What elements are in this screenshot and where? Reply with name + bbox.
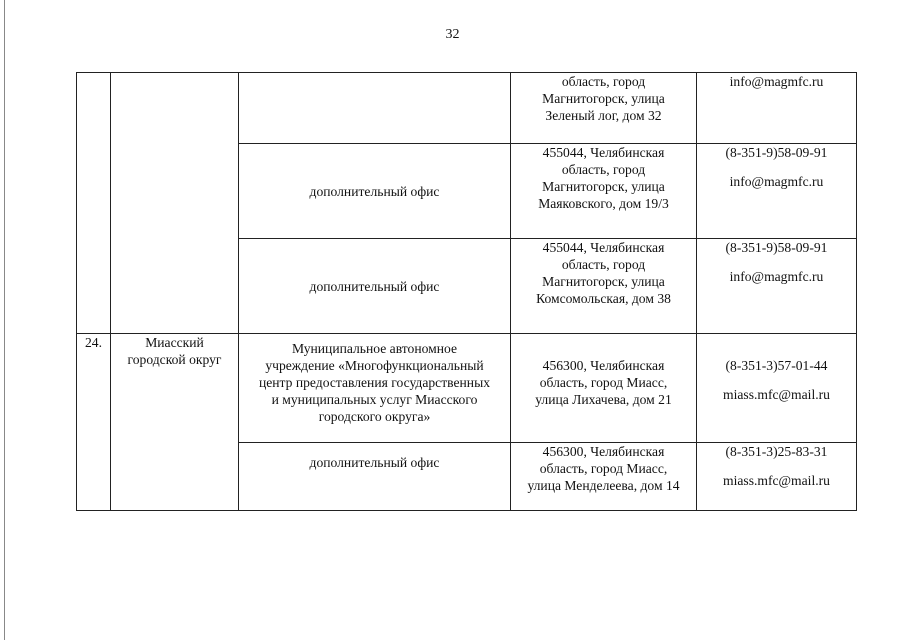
organization-line: и муниципальных услуг Миасского — [271, 392, 478, 407]
email-text: info@magmfc.ru — [729, 174, 824, 189]
organization-cell — [239, 73, 511, 144]
address-line: Магнитогорск, улица — [542, 179, 665, 194]
organization-line: дополнительный офис — [309, 278, 440, 294]
municipality-line: городской округ — [127, 352, 222, 367]
row-number: 24. — [85, 335, 102, 350]
page-number: 32 — [445, 27, 460, 42]
address-cell — [511, 334, 697, 443]
organization-cell — [239, 144, 511, 239]
address-line: 455044, Челябинская — [542, 240, 665, 255]
phone-text: (8-351-9)58-09-91 — [725, 145, 828, 160]
address-line: 456300, Челябинская — [542, 358, 665, 373]
number-cell — [77, 73, 111, 334]
address-line: Магнитогорск, улица — [542, 91, 665, 106]
phone-text: (8-351-3)57-01-44 — [725, 358, 828, 373]
contact-cell — [697, 73, 857, 144]
email-text: miass.mfc@mail.ru — [723, 473, 830, 488]
email-text: info@magmfc.ru — [729, 269, 824, 284]
organization-cell — [239, 239, 511, 334]
organization-line: дополнительный офис — [309, 183, 440, 199]
address-line: улица Лихачева, дом 21 — [535, 392, 672, 407]
address-line: Комсомольская, дом 38 — [536, 291, 671, 306]
organization-line: учреждение «Многофункциональный — [265, 358, 484, 373]
address-cell — [511, 239, 697, 334]
organization-line: Муниципальное автономное — [291, 341, 458, 356]
address-line: область, город Миасс, — [539, 461, 668, 476]
address-line: 456300, Челябинская — [542, 444, 665, 459]
address-line: 455044, Челябинская — [542, 145, 665, 160]
phone-text: (8-351-9)58-09-91 — [725, 240, 828, 255]
organization-line: дополнительный офис — [309, 455, 440, 470]
address-cell — [511, 443, 697, 511]
address-line: область, город Миасс, — [539, 375, 668, 390]
address-line: улица Менделеева, дом 14 — [527, 478, 680, 493]
municipality-line: Миасский — [145, 335, 204, 350]
address-line: Маяковского, дом 19/3 — [538, 196, 669, 211]
address-line: Магнитогорск, улица — [542, 274, 665, 289]
table-row — [77, 334, 857, 443]
municipality-cell — [111, 73, 239, 334]
contact-cell — [697, 443, 857, 511]
phone-text: (8-351-3)25-83-31 — [725, 444, 828, 459]
page-left-edge — [4, 0, 5, 640]
municipality-cell — [111, 334, 239, 511]
number-cell — [77, 334, 111, 511]
address-line: область, город — [561, 74, 646, 89]
contact-cell — [697, 144, 857, 239]
address-line: область, город — [561, 257, 646, 272]
mfc-table — [76, 72, 857, 511]
address-cell — [511, 73, 697, 144]
organization-cell — [239, 334, 511, 443]
contact-cell — [697, 239, 857, 334]
organization-line: центр предоставления государственных — [258, 375, 491, 390]
address-line: Зеленый лог, дом 32 — [545, 108, 662, 123]
organization-line: городского округа» — [318, 409, 431, 424]
address-line: область, город — [561, 162, 646, 177]
organization-cell — [239, 443, 511, 511]
email-text: miass.mfc@mail.ru — [723, 387, 830, 402]
contact-cell — [697, 334, 857, 443]
address-cell — [511, 144, 697, 239]
email-text: info@magmfc.ru — [729, 74, 824, 89]
table-row — [77, 73, 857, 144]
